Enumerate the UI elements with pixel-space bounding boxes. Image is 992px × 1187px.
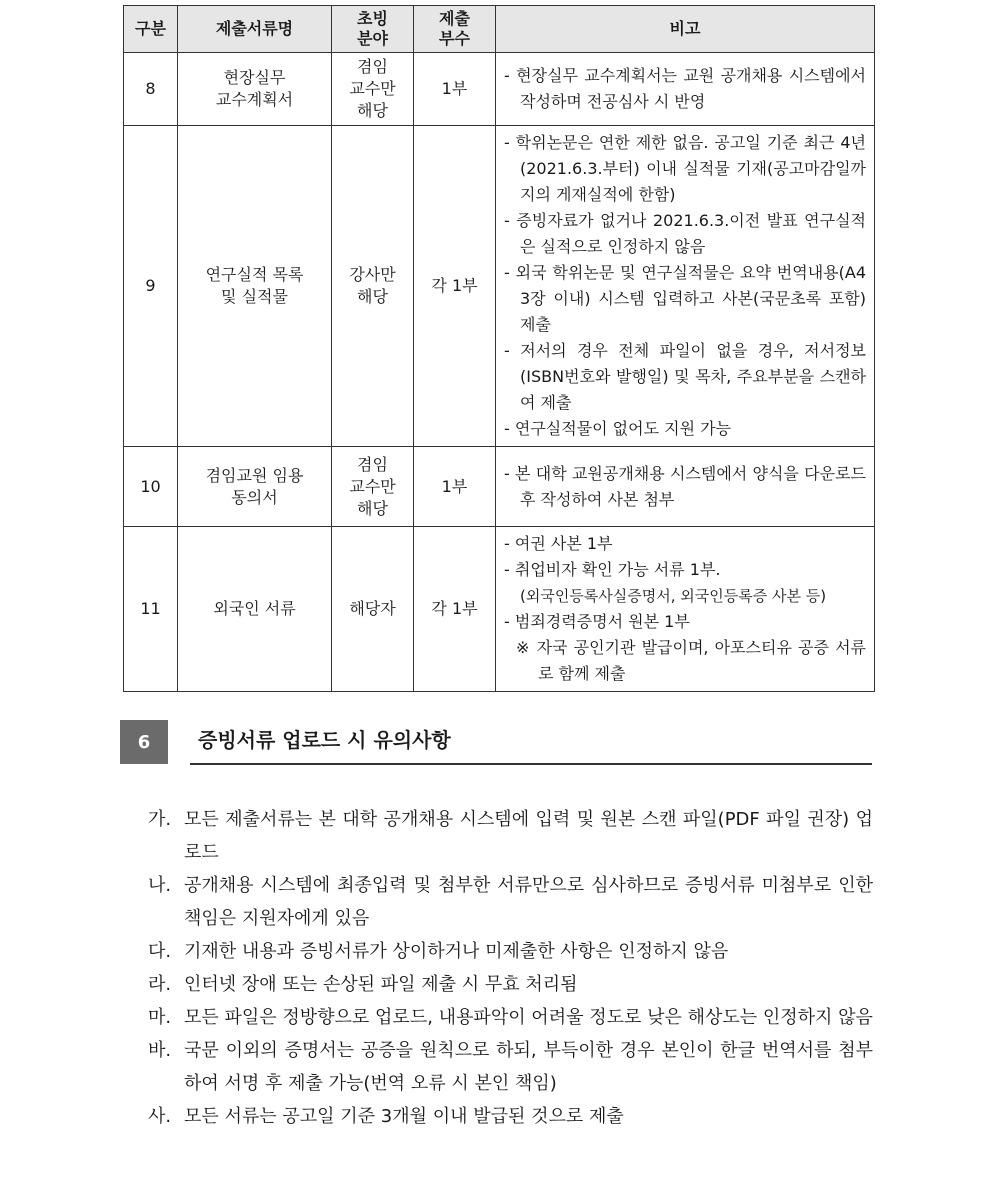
- remark-item: - 연구실적물이 없어도 지원 가능: [504, 419, 732, 438]
- submission-documents-table: [123, 5, 875, 692]
- row-number: 9: [124, 126, 178, 447]
- section-title: 증빙서류 업로드 시 유의사항: [198, 728, 451, 752]
- field: 겸임 교수만 해당: [332, 53, 414, 126]
- remark-item: - 여권 사본 1부: [504, 534, 613, 553]
- list-marker: 마.: [148, 1007, 172, 1028]
- document-name: 외국인 서류: [178, 527, 332, 692]
- remark-item: - 저서의 경우 전체 파일이 없을 경우, 저서정보(ISBN번호와 발행일) 및 목차, 주요부분을 스캔하여 제출: [504, 341, 866, 412]
- remark-item: (외국인등록사실증명서, 외국인등록증 사본 등): [520, 587, 827, 605]
- remark-item: - 증빙자료가 없거나 2021.6.3.이전 발표 연구실적은 실적으로 인정하지 않음: [504, 211, 866, 256]
- remark-item: - 학위논문은 연한 제한 없음. 공고일 기준 최근 4년(2021.6.3.부터) 이내 실적물 기재(공고마감일까지의 게재실적에 한함): [504, 133, 866, 204]
- list-marker: 사.: [148, 1106, 172, 1127]
- list-marker: 가.: [148, 809, 172, 830]
- list-item: [148, 1100, 873, 1133]
- copies: 1부: [414, 53, 496, 126]
- section-number-badge: 6: [120, 720, 168, 764]
- list-item: [148, 935, 873, 968]
- copies: 각 1부: [414, 126, 496, 447]
- list-text: 기재한 내용과 증빙서류가 상이하거나 미제출한 사항은 인정하지 않음: [184, 941, 729, 962]
- list-item: [148, 1034, 873, 1100]
- remark-item: - 본 대학 교원공개채용 시스템에서 양식을 다운로드 후 작성하여 사본 첨부: [504, 463, 866, 509]
- field: 해당자: [332, 527, 414, 692]
- list-marker: 라.: [148, 974, 172, 995]
- upload-notice-list: [148, 803, 873, 1133]
- list-item: [148, 1001, 873, 1034]
- table-header-row: [124, 6, 875, 53]
- remarks: [496, 527, 875, 692]
- header-remarks: 비고: [496, 6, 875, 53]
- remarks: [496, 447, 875, 527]
- remark-item: ※ 자국 공인기관 발급이며, 아포스티유 공증 서류로 함께 제출: [516, 638, 866, 683]
- header-category: 구분: [124, 6, 178, 53]
- remark-item: - 현장실무 교수계획서는 교원 공개채용 시스템에서 작성하며 전공심사 시 반영: [504, 66, 866, 111]
- list-text: 모든 파일은 정방향으로 업로드, 내용파악이 어려울 정도로 낮은 해상도는 인정하지 않음: [184, 1007, 873, 1028]
- list-text: 모든 제출서류는 본 대학 공개채용 시스템에 입력 및 원본 스캔 파일(PDF 파일 권장) 업로드: [184, 809, 873, 863]
- list-item: [148, 869, 873, 935]
- list-marker: 바.: [148, 1040, 172, 1061]
- table-row: [124, 447, 875, 527]
- row-number: 8: [124, 53, 178, 126]
- document-name: 연구실적 목록 및 실적물: [178, 126, 332, 447]
- remark-item: - 취업비자 확인 가능 서류 1부.: [504, 560, 721, 579]
- document-name: 현장실무 교수계획서: [178, 53, 332, 126]
- table-row: [124, 53, 875, 126]
- header-field: 초빙 분야: [332, 6, 414, 53]
- header-document-name: 제출서류명: [178, 6, 332, 53]
- field: 강사만 해당: [332, 126, 414, 447]
- list-text: 국문 이외의 증명서는 공증을 원칙으로 하되, 부득이한 경우 본인이 한글 번역서를 첨부하여 서명 후 제출 가능(번역 오류 시 본인 책임): [184, 1040, 873, 1094]
- list-item: [148, 968, 873, 1001]
- list-text: 모든 서류는 공고일 기준 3개월 이내 발급된 것으로 제출: [184, 1106, 624, 1127]
- row-number: 11: [124, 527, 178, 692]
- row-number: 10: [124, 447, 178, 527]
- remark-item: - 외국 학위논문 및 연구실적물은 요약 번역내용(A4 3장 이내) 시스템 입력하고 사본(국문초록 포함) 제출: [504, 263, 866, 334]
- list-marker: 다.: [148, 941, 172, 962]
- field: 겸임 교수만 해당: [332, 447, 414, 527]
- list-text: 인터넷 장애 또는 손상된 파일 제출 시 무효 처리됨: [184, 974, 578, 995]
- table-row: [124, 527, 875, 692]
- list-text: 공개채용 시스템에 최종입력 및 첨부한 서류만으로 심사하므로 증빙서류 미첨부로 인한 책임은 지원자에게 있음: [184, 875, 873, 929]
- remark-item: - 범죄경력증명서 원본 1부: [504, 612, 690, 631]
- header-copies: 제출 부수: [414, 6, 496, 53]
- document-name: 겸임교원 임용 동의서: [178, 447, 332, 527]
- copies: 1부: [414, 447, 496, 527]
- remarks: [496, 126, 875, 447]
- remarks: [496, 53, 875, 126]
- copies: 각 1부: [414, 527, 496, 692]
- list-marker: 나.: [148, 875, 172, 896]
- list-item: [148, 803, 873, 869]
- section-divider: [190, 763, 872, 765]
- table-row: [124, 126, 875, 447]
